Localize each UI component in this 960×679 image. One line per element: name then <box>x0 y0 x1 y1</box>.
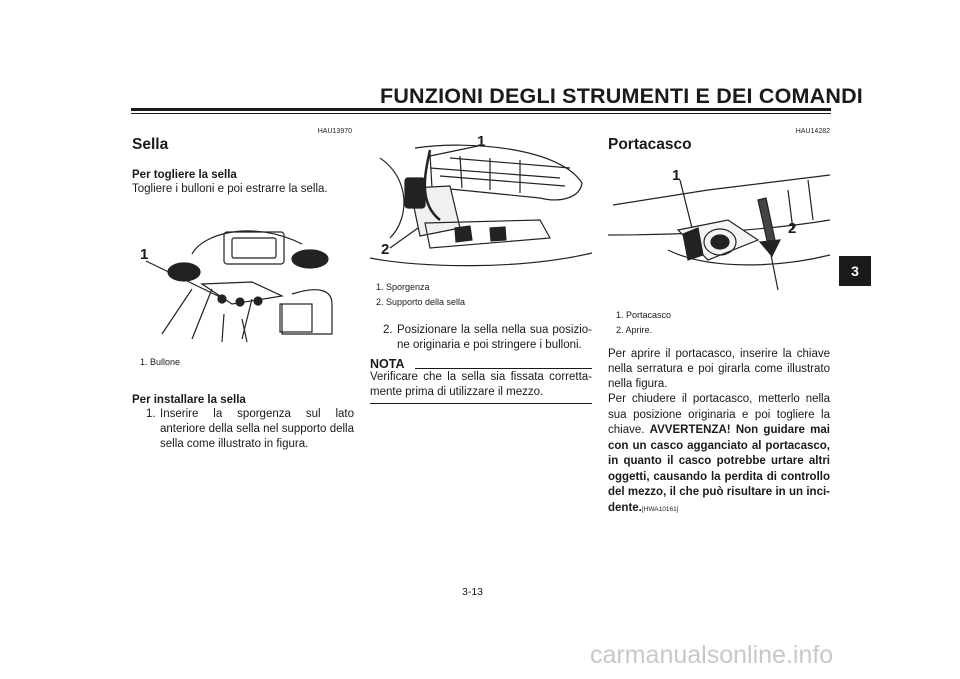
figure-caption-holder: 2. Supporto della sella <box>376 297 466 307</box>
step-number: 2. <box>383 324 393 336</box>
install-step-2 <box>383 323 592 353</box>
step-number: 1. <box>146 408 156 420</box>
subheading-remove-seat: Per togliere la sella <box>132 169 237 181</box>
note-rule-bottom <box>370 403 592 404</box>
motorcycle-seat-bolts-icon <box>132 204 352 344</box>
subheading-install-seat: Per installare la sella <box>132 394 246 406</box>
figure-callout-1: 1 <box>672 167 681 184</box>
figure-callout-1: 1 <box>477 133 486 150</box>
section-code-sella: HAU13970 <box>317 128 352 135</box>
section-title-sella: Sella <box>132 136 169 153</box>
figure-caption-projection: 1. Sporgenza <box>376 282 430 292</box>
page-number: 3-13 <box>462 586 484 598</box>
figure-caption-bolt: 1. Bullone <box>140 357 181 367</box>
page-header-title: FUNZIONI DEGLI STRUMENTI E DEI COMANDI <box>380 84 863 108</box>
note-title: NOTA <box>370 357 405 371</box>
helmet-holder-open-text: Per aprire il portacasco, inserire la chiave nella serratura e poi girarla come illustrato nella figura. <box>608 348 830 390</box>
note-text: Verificare che la sella sia fissata corretta-mente prima di utilizzare il mezzo. <box>370 371 592 398</box>
figure-caption-helmet-holder: 1. Portacasco <box>616 310 672 320</box>
helmet-holder-lock-icon <box>608 160 830 300</box>
watermark: carmanualsonline.info <box>590 641 834 669</box>
helmet-holder-close-text <box>608 392 830 517</box>
figure-callout-2: 2 <box>381 241 390 258</box>
seat-projection-figure <box>370 128 592 278</box>
note-rule-top <box>415 368 592 369</box>
chapter-tab[interactable]: 3 <box>839 256 871 286</box>
warning-code: [HWA10161] <box>641 505 679 513</box>
step-text: Inserire la sporgenza sul lato anteriore della sella nel supporto della sella come illustrato in figura. <box>160 408 354 450</box>
step-text: Posizionare la sella nella sua posizio-ne originaria e poi stringere i bulloni. <box>397 324 592 351</box>
figure-caption-open: 2. Aprire. <box>616 325 653 335</box>
remove-seat-text: Togliere i bulloni e poi estrarre la sella. <box>132 183 328 195</box>
figure-callout-1: 1 <box>140 246 149 263</box>
install-step-1 <box>146 407 354 452</box>
helmet-holder-figure <box>608 160 830 300</box>
warning-text: AVVERTENZA! Non guidare mai con un casco agganciato al portacasco, in quanto il casco potrebbe urtare altri oggetti, causando la perdita di controllo del mezzo, il che può risultare in un inci-dente. <box>608 424 830 514</box>
figure-callout-2: 2 <box>788 220 797 237</box>
seat-projection-holder-icon <box>370 128 592 278</box>
seat-bolts-figure <box>132 204 352 344</box>
section-title-portacasco: Portacasco <box>608 136 692 153</box>
header-rule-thin <box>131 113 831 114</box>
close-instructions: Per chiudere il portacasco, metterlo nella sua posizione originaria e poi togliere la chiave. <box>608 393 830 436</box>
section-code-portacasco: HAU14282 <box>795 128 830 135</box>
header-rule-thick <box>131 108 831 111</box>
